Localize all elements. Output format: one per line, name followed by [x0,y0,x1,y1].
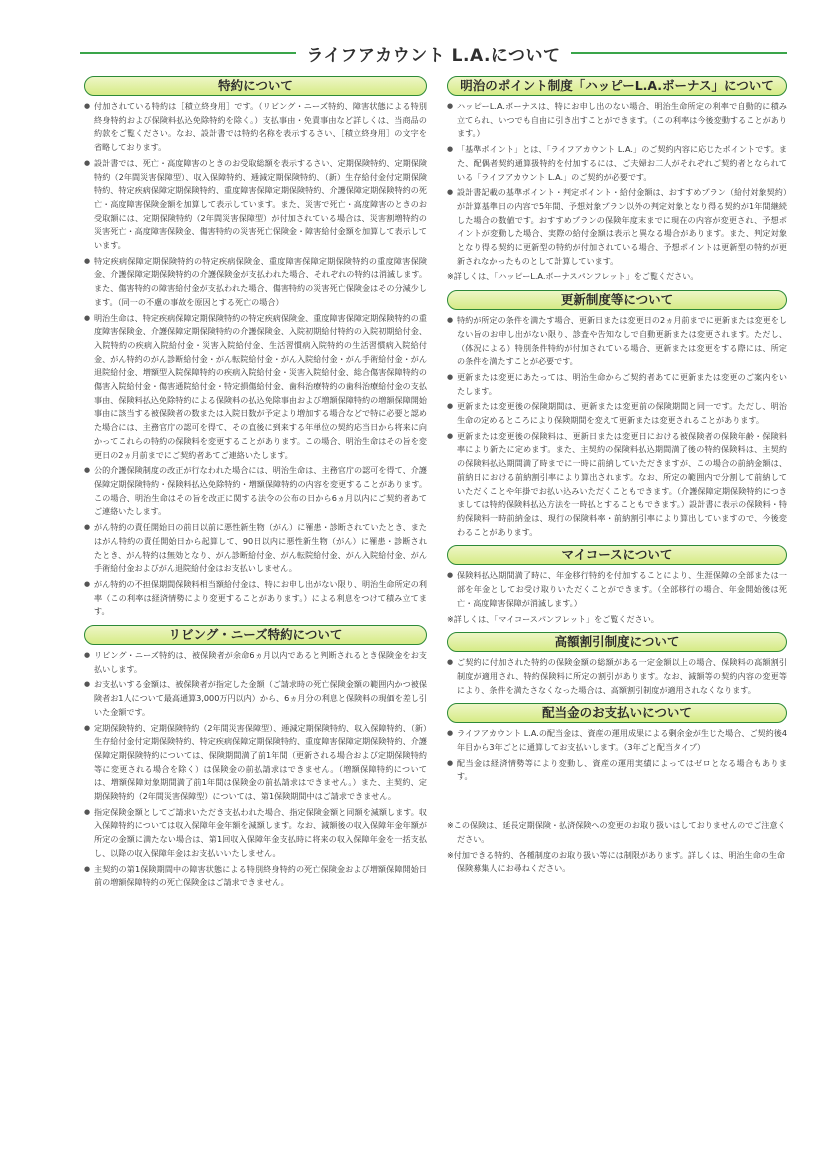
list-item: ● 明治生命は、特定疾病保障定期保険特約の特定疾病保険金、重度障害保障定期保険特約の重度障害保険金、介護保障定期保険特約の介護保険金、入院初期給付特約の入院初期給付金、入院特約の疾病入院給付金・災害入院給付金、生活習慣病入院特約の生活習慣病入院給付金、がん特約のがん診断給付金・がん転院給付金・がん入院給付金・がん手術給付金・がん退院給付金、増額型入院保障特約の疾病入院給付金・災害入院給付金、総合傷害保障特約の傷害入院給付金・傷害通院給付金・特定損傷給付金、歯科治療特約の歯科治療給付金の支払事由、保険料払込免除特約による保険料の払込免除事由および増額保障特約の増額保障開始事由に該当する被保険者の数または入院日数が予定より増加する場合などで特に必要と認めた場合には、主務官庁の認可を得て、その直後に到来する年単位の契約応当日から将来に向かってこれらの特約の保険料を変更することがあります。この場合、明治生命はその旨を変更日の2ヵ月前までにご契約者あてご連絡いたします。 [84,312,427,463]
left-column [84,72,427,892]
list-item: ● 更新または変更後の保険期間は、更新または変更前の保険期間と同一です。ただし、明治生命の定めるところにより保険期間を変えて更新または変更されることがあります。 [447,400,787,427]
my-course-note: ※詳しくは、「マイコースパンフレット」をご覧ください。 [447,613,659,624]
living-needs-list [84,649,427,892]
section-heading-renewal: 更新制度等について [447,290,787,310]
list-item: ● 定期保険特約、定期保険特約（2年間災害保障型）、逓減定期保険特約、収入保障特約、（新）生存給付金付定期保険特約、特定疾病保障定期保険特約、重度障害保障定期保険特約、介護保障定期保険特約については、保険期間満了前1年間（更新される場合および定期保険特約等に変更される場合を除く）は保険金の前払請求はできません。（増額保障特約については、増額保障対象期間満了前1年間は保険金の前払請求はできません。）また、主契約、定期保険特約（2年間災害保障型）については、第1保険期間中はご請求できません。 [84,722,427,804]
dividends-list [447,727,787,786]
list-item: ● 指定保険金額としてご請求いただき支払われた場合、指定保険金額と同額を減額します。収入保障特約については収入保障年金年額を減額します。なお、減額後の収入保障年金年額が所定の金額に満たない場合は、第1回収入保障年金支払時に将来の収入保障年金を一括支払し、以降の収入保障年金はお支払いいたしません。 [84,806,427,861]
list-item: ● 主契約の第1保険期間中の障害状態による特別終身特約の死亡保険金および増額保障開始日前の増額保障特約の死亡保険金はご請求できません。 [84,863,427,890]
my-course-list [447,569,787,612]
footnote: ※付加できる特約、各種制度のお取り扱い等には制限があります。詳しくは、明治生命の生命保険募集人にお尋ねください。 [447,849,785,874]
list-item: ● 配当金は経済情勢等により変動し、資産の運用実績によってはゼロとなる場合もあります。 [447,757,787,784]
list-item: ● ハッピーL.A.ボーナスは、特にお申し出のない場合、明治生命所定の利率で自動的に積み立てられ、いつでも自由に引き出すことができます。（この利率は今後変動することがあります。） [447,100,787,141]
list-item: ● 設計書では、死亡・高度障害のときのお受取総額を表示するさい、定期保険特約、定期保険特約（2年間災害保障型）、収入保障特約、逓減定期保険特約、（新）生存給付金付定期保険特約、特定疾病保障定期保険特約、重度障害保障定期保険特約、介護保障定期保険特約の死亡・高度障害保険金額を加算して表示しています。また、災害で死亡・高度障害のときのお受取額には、定期保険特約（2年間災害保障型）が付加されている場合は、災害割増特約の災害死亡・高度障害保険金、傷害特約の災害死亡保険金・障害給付金額を加算して表示しています。 [84,157,427,253]
list-item: ● ライフアカウント L.A.の配当金は、資産の運用成果による剰余金が生じた場合、ご契約後4年目から3年ごとに通算してお支払いします。（3年ごと配当タイプ） [447,727,787,754]
title-rule-left [80,52,296,54]
list-item: ● がん特約の責任開始日の前日以前に悪性新生物（がん）に罹患・診断されていたとき、またはがん特約の責任開始日から起算して、90日以内に悪性新生物（がん）に罹患・診断されたとき、がん特約は無効となり、がん診断給付金、がん転院給付金、がん入院給付金、がん手術給付金およびがん退院給付金はお支払いしません。 [84,521,427,576]
list-item: ● 特定疾病保障定期保険特約の特定疾病保険金、重度障害保障定期保険特約の重度障害保険金、介護保障定期保険特約の介護保険金が支払われた場合、それぞれの特約は消滅します。また、傷害特約の障害給付金が支払われた場合、傷害特約の災害死亡保険金はその分減少します。（同一の不慮の事故を原因とする死亡の場合） [84,255,427,310]
point-system-note: ※詳しくは、「ハッピーL.A.ボーナスパンフレット」をご覧ください。 [447,271,699,282]
list-item: ● 付加されている特約は［積立終身用］です。（リビング・ニーズ特約、障害状態による特別終身特約および保険料払込免除特約を除く。）支払事由・免責事由など詳しくは、当商品の約款をご覧ください。なお、設計書では特約名称を表示するさい、［積立終身用］の文字を省略しております。 [84,100,427,155]
high-amount-discount-list [447,656,787,699]
list-item: ● 特約が所定の条件を満たす場合、更新日または変更日の2ヵ月前までに更新または変更をしない旨のお申し出がない限り、診査や告知なしで自動更新または変更されます。ただし、（体況による）特別条件特約が付加されている場合、更新または変更をする際には、所定の条件を満たすことが必要です。 [447,314,787,369]
list-item: ● 更新または変更にあたっては、明治生命からご契約者あてに更新または変更のご案内をいたします。 [447,371,787,398]
list-item: ● 「基準ポイント」とは、「ライフアカウント L.A.」のご契約内容に応じたポイントです。また、配偶者契約通算扱特約を付加するには、ご夫婦お二人がそれぞれご契約者となられている「ライフアカウント L.A.」のご契約が必要です。 [447,143,787,184]
section-heading-riders: 特約について [84,76,427,96]
section-heading-point-system: 明治のポイント制度「ハッピーL.A.ボーナス」について [447,76,787,96]
section-heading-high-amount-discount: 高額割引制度について [447,632,787,652]
riders-list [84,100,427,621]
section-heading-my-course: マイコースについて [447,545,787,565]
list-item: ● 更新または変更後の保険料は、更新日または変更日における被保険者の保険年齢・保険料率により新たに定めます。また、主契約の保険料払込期間満了後の特約保険料は、主契約の保険料払込期間満了時までに一時に前納していただきますが、この場合の前納金額は、前納日における前納割引率により算出されます。なお、所定の範囲内で分割して前納していただくことや年掛でお払い込みいただくこともできます。（介護保障定期保険特約につきましては特約保険料払込方法を一時払とすることもできます。）設計書に表示の保険料・特約保険料一時前納金は、現行の保険料率・前納割引率により算出していますので、今後変わることがあります。 [447,430,787,540]
list-item: ● 設計書記載の基準ポイント・判定ポイント・給付金額は、おすすめプラン（給付対象契約）が計算基準日の内容で5年間、予想対象プラン以外の判定対象となり得る契約が1年間継続した場合の数値です。おすすめプランの保険年度末までに現在の内容が変更され、予想ポイントが変動した場合、実際の給付金額は表示と異なる場合があります。また、判定対象となり得る契約に更新型の特約が付加されている場合、予想ポイントは更新型の特約が更新されなかったものとして計算しています。 [447,186,787,268]
content-columns [84,72,789,892]
footnotes [447,819,787,892]
title-rule-right [571,52,787,54]
main-title-row [80,40,787,66]
list-item: ● ご契約に付加された特約の保険金額の総額がある一定金額以上の場合、保険料の高額割引制度が適用され、特約保険料に所定の割引があります。なお、減額等の契約内容の変更等により、条件を満たさなくなった場合は、高額割引制度が適用されなくなります。 [447,656,787,697]
point-system-list [447,100,787,270]
list-item: ● がん特約の不担保期間保険料相当額給付金は、特にお申し出がない限り、明治生命所定の利率（この利率は経済情勢により変更することがあります。）による利息をつけて積み立てます。 [84,578,427,619]
list-item: ● 保険料払込期間満了時に、年金移行特約を付加することにより、生涯保障の全部または一部を年金としてお受け取りいただくことができます。（全部移行の場合、年金開始後は死亡・高度障害保障が消滅します。） [447,569,787,610]
list-item: ● お支払いする金額は、被保険者が指定した金額（ご請求時の死亡保険金額の範囲内かつ被保険者お1人について最高通算3,000万円以内）から、6ヵ月分の利息と保険料の現価を差し引いた金額です。 [84,678,427,719]
renewal-list [447,314,787,541]
page-title: ライフアカウント L.A.について [306,45,561,66]
list-item: ● 公的介護保険制度の改正が行なわれた場合には、明治生命は、主務官庁の認可を得て、介護保障定期保険特約・保険料払込免除特約・増額保障特約の内容を変更することがあります。この場合、明治生命はその旨を改正に関する法令の公布の日から6ヵ月以内にご契約者あてご連絡いたします。 [84,464,427,519]
footnote: ※この保険は、延長定期保険・払済保険への変更のお取り扱いはしておりませんのでご注意ください。 [447,820,786,844]
list-item: ● リビング・ニーズ特約は、被保険者が余命6ヵ月以内であると判断されるとき保険金をお支払いします。 [84,649,427,676]
right-column [447,72,787,892]
section-heading-dividends: 配当金のお支払いについて [447,703,787,723]
section-heading-living-needs: リビング・ニーズ特約について [84,625,427,645]
